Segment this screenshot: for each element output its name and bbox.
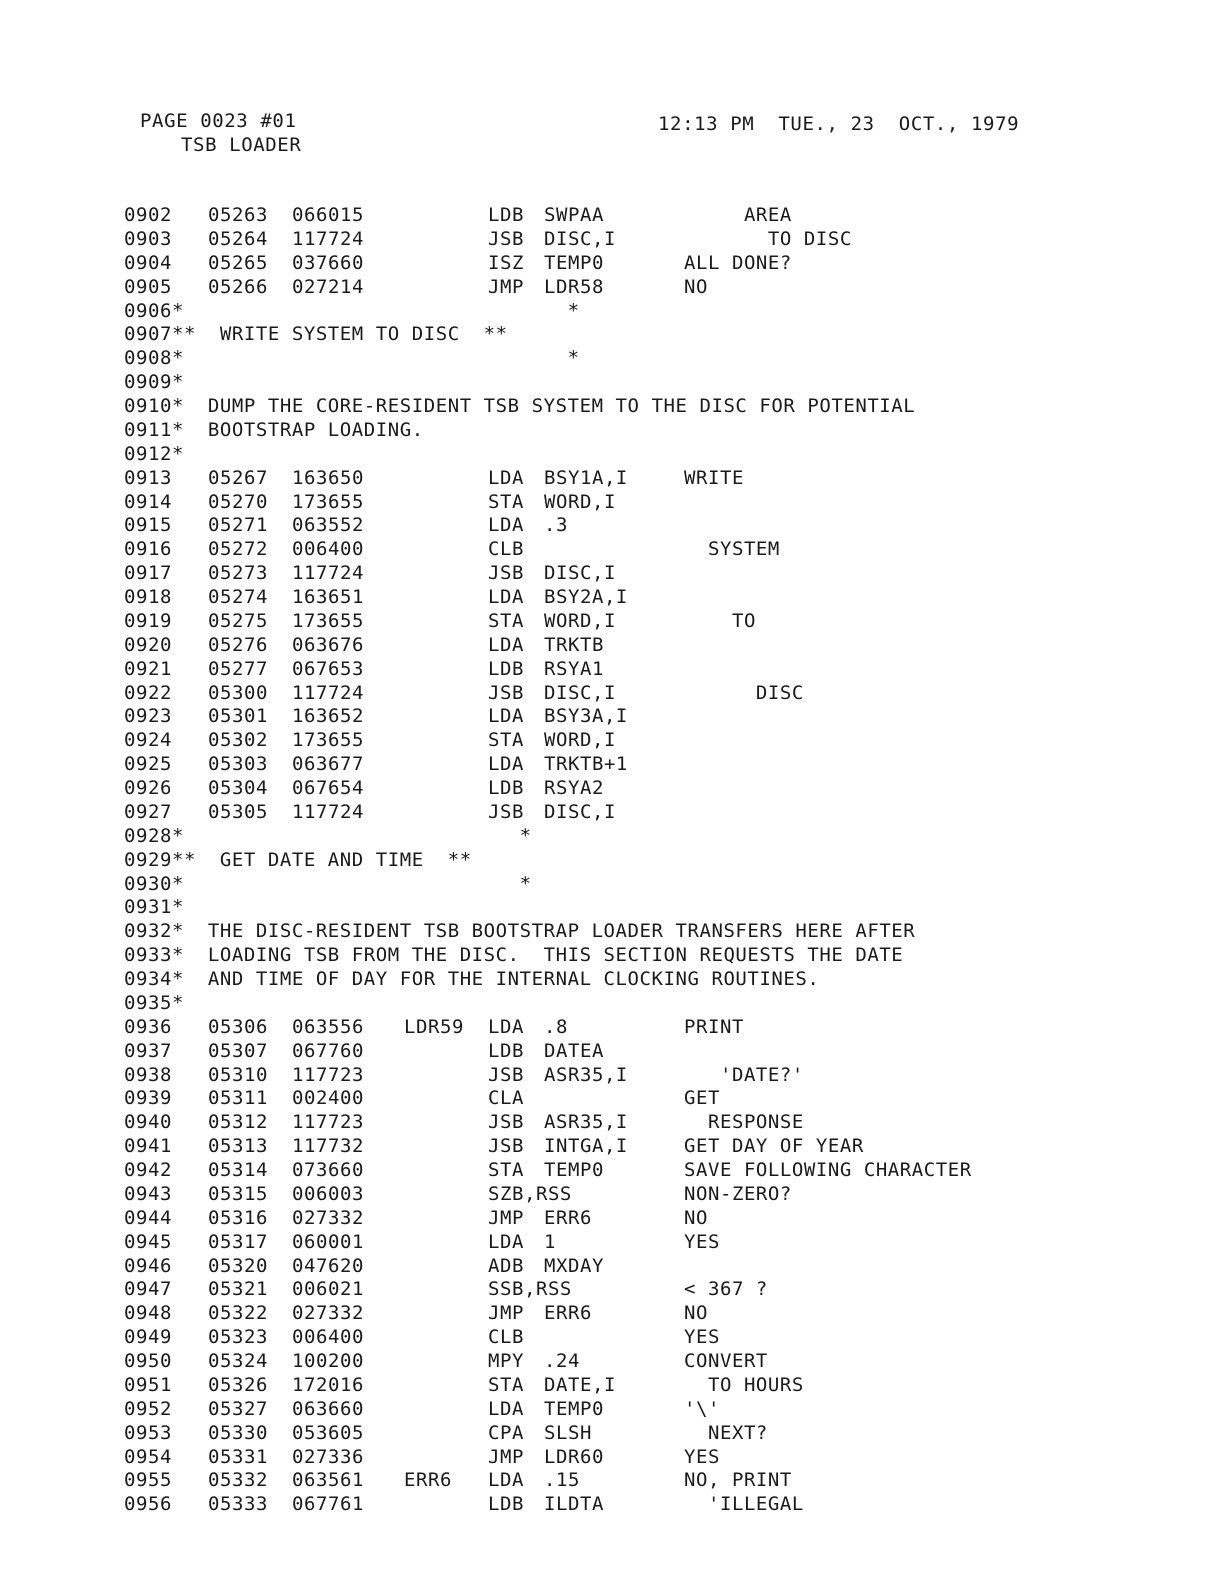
- octal-code: 063556: [292, 1015, 364, 1038]
- operand: WORD,I: [544, 490, 616, 513]
- opcode: LDA: [488, 1015, 524, 1038]
- octal-code: 163652: [292, 705, 364, 728]
- line-number: 0954: [124, 1445, 172, 1468]
- line-number: 0924: [124, 729, 172, 752]
- address: 05323: [208, 1326, 268, 1349]
- document-title: TSB LOADER: [181, 134, 302, 156]
- octal-code: 100200: [292, 1350, 364, 1372]
- operand: LDR58: [544, 275, 604, 298]
- line-number: 0956: [124, 1493, 172, 1516]
- code-line: [124, 1422, 1124, 1446]
- opcode: JSB: [488, 1063, 524, 1086]
- code-line: [124, 1111, 1124, 1135]
- octal-code: 117724: [292, 227, 364, 250]
- line-number: 0946: [124, 1254, 172, 1277]
- code-line: [124, 204, 1124, 228]
- operand: ERR6: [544, 1302, 592, 1325]
- code-line: [124, 1398, 1124, 1422]
- opcode: MPY: [488, 1350, 524, 1372]
- address: 05305: [208, 800, 268, 823]
- opcode: LDA: [488, 1230, 524, 1253]
- address: 05330: [208, 1421, 268, 1444]
- comment-line: [124, 371, 1124, 395]
- address: 05314: [208, 1159, 268, 1181]
- operand: DISC,I: [544, 681, 616, 704]
- operand: BSY1A,I: [544, 466, 628, 489]
- code-line: [124, 610, 1124, 634]
- line-number: 0918: [124, 586, 172, 608]
- octal-code: 063561: [292, 1469, 364, 1492]
- line-number: 0951: [124, 1373, 172, 1396]
- address: 05324: [208, 1350, 268, 1372]
- line-number: 0944: [124, 1206, 172, 1229]
- octal-code: 053605: [292, 1421, 364, 1444]
- octal-code: 073660: [292, 1159, 364, 1181]
- address: 05271: [208, 514, 268, 537]
- opcode: ADB: [488, 1254, 524, 1277]
- opcode: LDA: [488, 1469, 524, 1492]
- operand: DATE,I: [544, 1373, 616, 1396]
- comment: NO: [684, 1302, 708, 1325]
- line-number: 0905: [124, 275, 172, 298]
- opcode: JMP: [488, 1302, 524, 1325]
- line-number: 0936: [124, 1015, 172, 1038]
- line-number: 0921: [124, 657, 172, 680]
- code-line: [124, 1278, 1124, 1302]
- assembly-listing: [124, 204, 1124, 1517]
- opcode: LDA: [488, 1397, 524, 1420]
- opcode: JMP: [488, 1206, 524, 1229]
- comment-text: 0908* *: [124, 347, 580, 370]
- address: 05264: [208, 227, 268, 250]
- address: 05307: [208, 1039, 268, 1062]
- code-line: [124, 1493, 1124, 1517]
- line-number: 0949: [124, 1326, 172, 1349]
- opcode: LDB: [488, 204, 524, 226]
- octal-code: 006003: [292, 1182, 364, 1205]
- code-line: [124, 276, 1124, 300]
- octal-code: 066015: [292, 204, 364, 226]
- page-id: PAGE 0023 #01: [140, 110, 297, 132]
- comment-line: [124, 347, 1124, 371]
- address: 05272: [208, 538, 268, 561]
- address: 05302: [208, 729, 268, 752]
- line-number: 0903: [124, 227, 172, 250]
- line-number: 0925: [124, 753, 172, 776]
- octal-code: 117723: [292, 1063, 364, 1086]
- comment-line: [124, 395, 1124, 419]
- code-line: [124, 1087, 1124, 1111]
- timestamp: 12:13 PM TUE., 23 OCT., 1979: [658, 113, 1020, 135]
- operand: MXDAY: [544, 1254, 604, 1277]
- comment-line: [124, 419, 1124, 443]
- operand: RSYA2: [544, 777, 604, 799]
- address: 05301: [208, 705, 268, 728]
- opcode: LDA: [488, 705, 524, 728]
- comment: SAVE FOLLOWING CHARACTER: [684, 1159, 972, 1181]
- operand: BSY2A,I: [544, 586, 628, 608]
- octal-code: 063677: [292, 753, 364, 776]
- comment: TO DISC: [684, 227, 852, 250]
- address: 05310: [208, 1063, 268, 1086]
- code-line: [124, 491, 1124, 515]
- opcode: ISZ: [488, 251, 524, 274]
- comment: 'DATE?': [684, 1063, 804, 1086]
- operand: .15: [544, 1469, 580, 1492]
- address: 05326: [208, 1373, 268, 1396]
- address: 05265: [208, 251, 268, 274]
- comment-text: 0932* THE DISC-RESIDENT TSB BOOTSTRAP LOADER TRANSFERS HERE AFTER: [124, 920, 916, 943]
- code-line: [124, 514, 1124, 538]
- opcode: CLB: [488, 538, 524, 561]
- opcode: JSB: [488, 681, 524, 704]
- code-line: [124, 1255, 1124, 1279]
- octal-code: 047620: [292, 1254, 364, 1277]
- address: 05333: [208, 1493, 268, 1516]
- comment-text: 0906* *: [124, 299, 580, 322]
- opcode: LDA: [488, 514, 524, 537]
- opcode: CPA: [488, 1421, 524, 1444]
- operand: WORD,I: [544, 609, 616, 632]
- octal-code: 117724: [292, 562, 364, 585]
- line-number: 0937: [124, 1039, 172, 1062]
- comment-line: [124, 944, 1124, 968]
- comment: NO: [684, 1206, 708, 1229]
- code-line: [124, 467, 1124, 491]
- opcode: CLB: [488, 1326, 524, 1349]
- code-line: [124, 1040, 1124, 1064]
- octal-code: 002400: [292, 1087, 364, 1110]
- operand: DISC,I: [544, 227, 616, 250]
- comment-text: 0910* DUMP THE CORE-RESIDENT TSB SYSTEM TO THE DISC FOR POTENTIAL: [124, 395, 916, 417]
- address: 05263: [208, 204, 268, 226]
- octal-code: 067761: [292, 1493, 364, 1516]
- code-line: [124, 228, 1124, 252]
- operand: SLSH: [544, 1421, 592, 1444]
- comment: RESPONSE: [684, 1111, 804, 1134]
- opcode: JMP: [488, 1445, 524, 1468]
- comment-line: [124, 873, 1124, 897]
- address: 05321: [208, 1278, 268, 1301]
- octal-code: 006400: [292, 1326, 364, 1349]
- line-number: 0942: [124, 1159, 172, 1181]
- operand: TEMP0: [544, 1397, 604, 1420]
- code-line: [124, 1135, 1124, 1159]
- octal-code: 006400: [292, 538, 364, 561]
- operand: TRKTB: [544, 633, 604, 656]
- comment: '\': [684, 1397, 720, 1420]
- line-number: 0940: [124, 1111, 172, 1134]
- code-line: [124, 1446, 1124, 1470]
- line-number: 0922: [124, 681, 172, 704]
- line-number: 0926: [124, 777, 172, 799]
- comment: TO: [684, 609, 756, 632]
- opcode: JSB: [488, 227, 524, 250]
- comment: NEXT?: [684, 1421, 768, 1444]
- operand: LDR60: [544, 1445, 604, 1468]
- code-line: [124, 1326, 1124, 1350]
- comment: YES: [684, 1230, 720, 1253]
- octal-code: 172016: [292, 1373, 364, 1396]
- address: 05273: [208, 562, 268, 585]
- code-line: [124, 1183, 1124, 1207]
- address: 05316: [208, 1206, 268, 1229]
- operand: DISC,I: [544, 562, 616, 585]
- octal-code: 006021: [292, 1278, 364, 1301]
- comment-line: [124, 825, 1124, 849]
- comment: NO, PRINT: [684, 1469, 792, 1492]
- opcode: STA: [488, 490, 524, 513]
- address: 05267: [208, 466, 268, 489]
- line-number: 0919: [124, 609, 172, 632]
- operand: INTGA,I: [544, 1135, 628, 1158]
- operand: ASR35,I: [544, 1111, 628, 1134]
- comment-line: [124, 968, 1124, 992]
- opcode: STA: [488, 609, 524, 632]
- opcode: LDA: [488, 633, 524, 656]
- operand: .8: [544, 1015, 568, 1038]
- opcode: JSB: [488, 1111, 524, 1134]
- comment-line: [124, 992, 1124, 1016]
- address: 05277: [208, 657, 268, 680]
- address: 05315: [208, 1182, 268, 1205]
- code-line: [124, 801, 1124, 825]
- line-number: 0945: [124, 1230, 172, 1253]
- opcode: CLA: [488, 1087, 524, 1110]
- octal-code: 067653: [292, 657, 364, 680]
- comment-text: 0911* BOOTSTRAP LOADING.: [124, 418, 424, 441]
- comment: DISC: [684, 681, 804, 704]
- comment-text: 0931*: [124, 896, 184, 919]
- comment: NON-ZERO?: [684, 1182, 792, 1205]
- comment-text: 0930* *: [124, 872, 532, 895]
- operand: WORD,I: [544, 729, 616, 752]
- operand: SWPAA: [544, 204, 604, 226]
- comment: NO: [684, 275, 708, 298]
- code-line: [124, 562, 1124, 586]
- address: 05306: [208, 1015, 268, 1038]
- opcode: LDB: [488, 657, 524, 680]
- octal-code: 173655: [292, 609, 364, 632]
- octal-code: 063552: [292, 514, 364, 537]
- opcode: LDB: [488, 1039, 524, 1062]
- octal-code: 163651: [292, 586, 364, 608]
- address: 05304: [208, 777, 268, 799]
- code-line: [124, 1350, 1124, 1374]
- address: 05317: [208, 1230, 268, 1253]
- line-number: 0923: [124, 705, 172, 728]
- comment: TO HOURS: [684, 1373, 804, 1396]
- comment-line: [124, 896, 1124, 920]
- address: 05331: [208, 1445, 268, 1468]
- code-line: [124, 777, 1124, 801]
- code-line: [124, 1207, 1124, 1231]
- opcode: LDA: [488, 753, 524, 776]
- operand: ERR6: [544, 1206, 592, 1229]
- octal-code: 117732: [292, 1135, 364, 1158]
- comment: YES: [684, 1326, 720, 1349]
- octal-code: 060001: [292, 1230, 364, 1253]
- octal-code: 067654: [292, 777, 364, 799]
- comment: GET: [684, 1087, 720, 1110]
- line-number: 0902: [124, 204, 172, 226]
- octal-code: 173655: [292, 490, 364, 513]
- code-line: [124, 1016, 1124, 1040]
- comment: GET DAY OF YEAR: [684, 1135, 864, 1158]
- octal-code: 063676: [292, 633, 364, 656]
- octal-code: 067760: [292, 1039, 364, 1062]
- address: 05332: [208, 1469, 268, 1492]
- operand: RSYA1: [544, 657, 604, 680]
- line-number: 0904: [124, 251, 172, 274]
- operand: TEMP0: [544, 1159, 604, 1181]
- code-line: [124, 682, 1124, 706]
- code-line: [124, 1064, 1124, 1088]
- line-number: 0915: [124, 514, 172, 537]
- code-line: [124, 252, 1124, 276]
- comment-line: [124, 849, 1124, 873]
- comment-line: [124, 920, 1124, 944]
- label: LDR59: [404, 1015, 464, 1038]
- line-number: 0947: [124, 1278, 172, 1301]
- address: 05312: [208, 1111, 268, 1134]
- opcode: JSB: [488, 800, 524, 823]
- address: 05275: [208, 609, 268, 632]
- code-line: [124, 1231, 1124, 1255]
- operand: BSY3A,I: [544, 705, 628, 728]
- comment-text: 0934* AND TIME OF DAY FOR THE INTERNAL CLOCKING ROUTINES.: [124, 968, 820, 990]
- comment-text: 0909*: [124, 371, 184, 394]
- operand: 1: [544, 1230, 556, 1253]
- opcode: SZB,RSS: [488, 1182, 572, 1205]
- opcode: JSB: [488, 1135, 524, 1158]
- comment: 'ILLEGAL: [684, 1493, 804, 1516]
- comment: YES: [684, 1445, 720, 1468]
- comment-line: [124, 323, 1124, 347]
- opcode: STA: [488, 729, 524, 752]
- address: 05303: [208, 753, 268, 776]
- octal-code: 063660: [292, 1397, 364, 1420]
- comment: AREA: [684, 204, 792, 226]
- octal-code: 117723: [292, 1111, 364, 1134]
- line-number: 0955: [124, 1469, 172, 1492]
- comment-text: 0935*: [124, 991, 184, 1014]
- comment: PRINT: [684, 1015, 744, 1038]
- comment: ALL DONE?: [684, 251, 792, 274]
- octal-code: 037660: [292, 251, 364, 274]
- code-line: [124, 1302, 1124, 1326]
- opcode: JMP: [488, 275, 524, 298]
- comment: CONVERT: [684, 1350, 768, 1372]
- line-number: 0938: [124, 1063, 172, 1086]
- line-number: 0953: [124, 1421, 172, 1444]
- octal-code: 027336: [292, 1445, 364, 1468]
- code-line: [124, 705, 1124, 729]
- code-line: [124, 1159, 1124, 1183]
- line-number: 0941: [124, 1135, 172, 1158]
- address: 05300: [208, 681, 268, 704]
- code-line: [124, 586, 1124, 610]
- address: 05327: [208, 1397, 268, 1420]
- address: 05313: [208, 1135, 268, 1158]
- octal-code: 027332: [292, 1206, 364, 1229]
- operand: TRKTB+1: [544, 753, 628, 776]
- code-line: [124, 1374, 1124, 1398]
- octal-code: 027332: [292, 1302, 364, 1325]
- comment: WRITE: [684, 466, 744, 489]
- address: 05276: [208, 633, 268, 656]
- octal-code: 173655: [292, 729, 364, 752]
- comment-line: [124, 443, 1124, 467]
- page-header: [0, 0, 1224, 170]
- line-number: 0952: [124, 1397, 172, 1420]
- line-number: 0914: [124, 490, 172, 513]
- operand: DISC,I: [544, 800, 616, 823]
- address: 05320: [208, 1254, 268, 1277]
- address: 05311: [208, 1087, 268, 1110]
- opcode: STA: [488, 1159, 524, 1181]
- operand: TEMP0: [544, 251, 604, 274]
- comment-text: 0929** GET DATE AND TIME **: [124, 848, 472, 871]
- opcode: STA: [488, 1373, 524, 1396]
- code-line: [124, 753, 1124, 777]
- operand: ASR35,I: [544, 1063, 628, 1086]
- code-line: [124, 729, 1124, 753]
- address: 05322: [208, 1302, 268, 1325]
- label: ERR6: [404, 1469, 452, 1492]
- line-number: 0927: [124, 800, 172, 823]
- code-line: [124, 1469, 1124, 1493]
- line-number: 0913: [124, 466, 172, 489]
- comment-line: [124, 300, 1124, 324]
- code-line: [124, 658, 1124, 682]
- line-number: 0943: [124, 1182, 172, 1205]
- comment-text: 0907** WRITE SYSTEM TO DISC **: [124, 323, 508, 346]
- opcode: LDB: [488, 1493, 524, 1516]
- octal-code: 027214: [292, 275, 364, 298]
- opcode: LDA: [488, 586, 524, 608]
- code-line: [124, 634, 1124, 658]
- address: 05266: [208, 275, 268, 298]
- comment-text: 0912*: [124, 442, 184, 465]
- comment-text: 0933* LOADING TSB FROM THE DISC. THIS SECTION REQUESTS THE DATE: [124, 944, 904, 967]
- opcode: SSB,RSS: [488, 1278, 572, 1301]
- opcode: LDB: [488, 777, 524, 799]
- opcode: JSB: [488, 562, 524, 585]
- comment-text: 0928* *: [124, 824, 532, 847]
- comment: < 367 ?: [684, 1278, 768, 1301]
- line-number: 0948: [124, 1302, 172, 1325]
- line-number: 0916: [124, 538, 172, 561]
- octal-code: 117724: [292, 681, 364, 704]
- line-number: 0950: [124, 1350, 172, 1372]
- operand: .24: [544, 1350, 580, 1372]
- line-number: 0920: [124, 633, 172, 656]
- operand: .3: [544, 514, 568, 537]
- octal-code: 163650: [292, 466, 364, 489]
- comment: SYSTEM: [684, 538, 780, 561]
- operand: DATEA: [544, 1039, 604, 1062]
- address: 05270: [208, 490, 268, 513]
- operand: ILDTA: [544, 1493, 604, 1516]
- line-number: 0939: [124, 1087, 172, 1110]
- code-line: [124, 538, 1124, 562]
- octal-code: 117724: [292, 800, 364, 823]
- line-number: 0917: [124, 562, 172, 585]
- opcode: LDA: [488, 466, 524, 489]
- address: 05274: [208, 586, 268, 608]
